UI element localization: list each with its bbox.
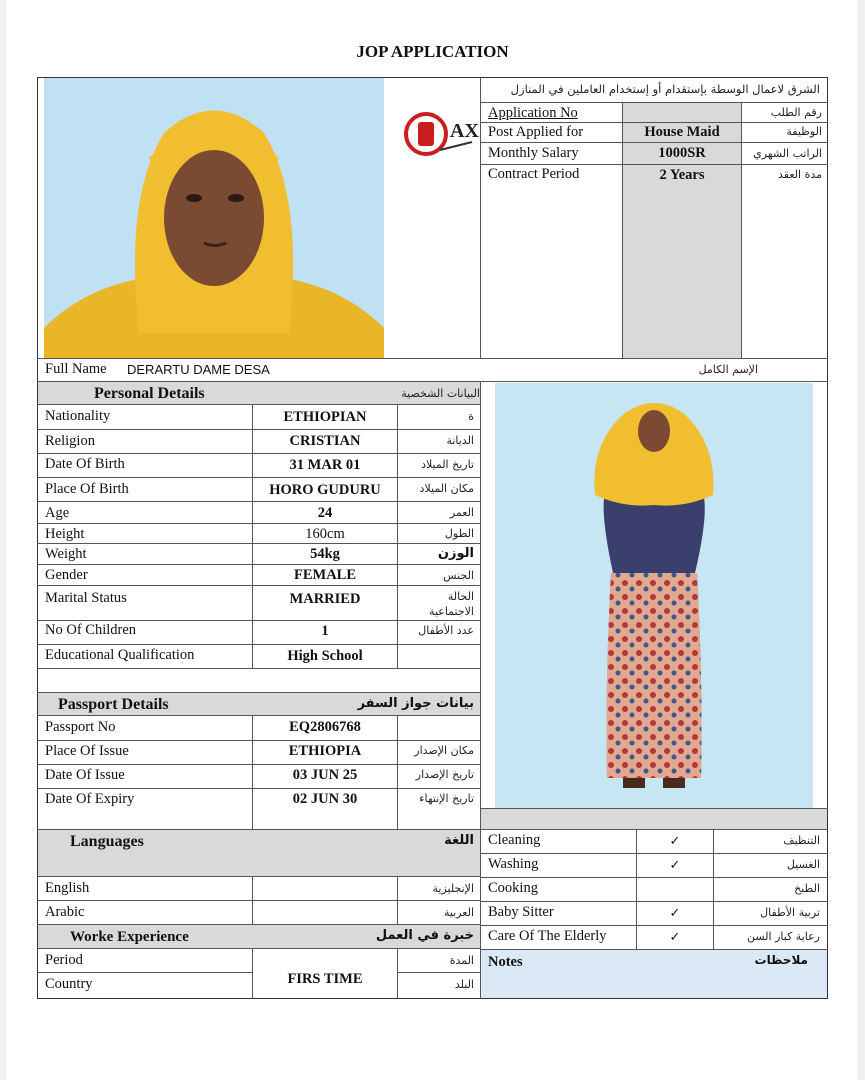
- age-label-ar: العمر: [449, 506, 474, 519]
- page-title: JOP APPLICATION: [356, 42, 509, 61]
- education-value: High School: [287, 648, 363, 664]
- date-of-expiry-label: Date Of Expiry: [45, 791, 135, 807]
- passport-no-value: EQ2806768: [289, 719, 361, 735]
- weight-label-ar: الوزن: [437, 546, 474, 561]
- religion-value: CRISTIAN: [289, 433, 361, 449]
- date-of-expiry-value: 02 JUN 30: [292, 791, 358, 807]
- experience-value: FIRS TIME: [287, 971, 363, 987]
- place-of-issue-value: ETHIOPIA: [288, 743, 362, 759]
- children-value: 1: [321, 623, 329, 639]
- place-of-birth-label-ar: مكان الميلاد: [419, 482, 474, 495]
- passport-details-header-ar: بيانات جواز السفر: [357, 696, 474, 711]
- experience-header-ar: خبرة في العمل: [375, 928, 474, 943]
- elderly-care-check: ✓: [669, 929, 681, 944]
- gender-label: Gender: [45, 567, 88, 583]
- age-value: 24: [317, 505, 333, 521]
- country-label: Country: [45, 976, 93, 992]
- contract-period-label-ar: مدة العقد: [778, 168, 822, 181]
- agency-tagline: الشرق لاعمال الوسطة بإستقدام أو إستخدام العاملين في المنازل: [510, 82, 820, 96]
- portrait-photo: [44, 78, 384, 358]
- notes-label-ar: ملاحظات: [754, 953, 808, 967]
- date-of-issue-value: 03 JUN 25: [292, 767, 358, 783]
- gender-value: FEMALE: [293, 567, 357, 583]
- cleaning-label: Cleaning: [488, 832, 541, 848]
- application-no-label-ar: رقم الطلب: [770, 106, 822, 119]
- religion-label: Religion: [45, 433, 95, 449]
- gender-label-ar: الجنس: [443, 569, 474, 582]
- full-name-label-ar: الإسم الكامل: [698, 363, 758, 376]
- nationality-label-ar: ة: [468, 410, 474, 423]
- education-label: Educational Qualification: [45, 647, 195, 663]
- passport-details-header: Passport Details: [58, 696, 169, 713]
- place-of-birth-label: Place Of Birth: [45, 481, 129, 497]
- children-label: No Of Children: [45, 622, 137, 638]
- marital-status-value: MARRIED: [289, 591, 361, 607]
- dob-label-ar: تاريخ الميلاد: [421, 458, 474, 471]
- nationality-value: ETHIOPIAN: [283, 409, 367, 425]
- washing-check: ✓: [669, 857, 681, 872]
- passport-no-label: Passport No: [45, 719, 116, 735]
- full-body-photo: [495, 383, 813, 808]
- personal-details-header: Personal Details: [94, 385, 205, 402]
- height-value: 160cm: [305, 526, 345, 542]
- monthly-salary-value: 1000SR: [658, 145, 706, 161]
- weight-label: Weight: [45, 546, 87, 562]
- post-applied-label: Post Applied for: [488, 124, 584, 140]
- children-label-ar: عدد الأطفال: [418, 624, 474, 637]
- skills-header-bg: [481, 809, 827, 829]
- monthly-salary-label: Monthly Salary: [488, 145, 579, 161]
- languages-header-ar: اللغة: [444, 833, 474, 848]
- contract-period-value: 2 Years: [659, 167, 705, 183]
- languages-header: Languages: [70, 833, 144, 850]
- monthly-salary-label-ar: الراتب الشهري: [753, 147, 822, 160]
- date-of-issue-label-ar: تاريخ الإصدار: [415, 768, 474, 781]
- cleaning-check: ✓: [669, 833, 681, 848]
- contract-period-label: Contract Period: [488, 166, 580, 182]
- logo-text: AX: [450, 120, 479, 142]
- elderly-care-label: Care Of The Elderly: [488, 928, 607, 944]
- weight-value: 54kg: [310, 546, 340, 562]
- full-name-label: Full Name: [45, 361, 107, 377]
- arabic-label-ar: العربية: [443, 906, 474, 919]
- period-label-ar: المدة: [449, 954, 474, 967]
- cooking-label: Cooking: [488, 880, 538, 896]
- cleaning-label-ar: التنظيف: [783, 834, 820, 847]
- application-no-label: Application No: [488, 105, 578, 121]
- washing-label: Washing: [488, 856, 539, 872]
- height-label-ar: الطول: [444, 527, 474, 540]
- english-label: English: [45, 880, 90, 896]
- height-label: Height: [45, 526, 85, 542]
- arabic-label: Arabic: [45, 904, 85, 920]
- marital-status-label-ar: الحالة الاجتماعية: [429, 590, 474, 619]
- baby-sitter-label: Baby Sitter: [488, 904, 554, 920]
- period-label: Period: [45, 952, 83, 968]
- place-of-birth-value: HORO GUDURU: [269, 482, 381, 498]
- age-label: Age: [45, 505, 70, 521]
- place-of-issue-label: Place Of Issue: [45, 743, 129, 759]
- religion-label-ar: الديانة: [446, 434, 474, 447]
- nationality-label: Nationality: [45, 408, 111, 424]
- marital-status-label: Marital Status: [45, 590, 127, 606]
- dob-value: 31 MAR 01: [289, 457, 361, 473]
- dob-label: Date Of Birth: [45, 456, 125, 472]
- cooking-label-ar: الطبخ: [794, 882, 820, 895]
- post-applied-label-ar: الوظيفة: [786, 125, 822, 138]
- washing-label-ar: الغسيل: [786, 858, 820, 871]
- post-applied-value: House Maid: [644, 124, 720, 140]
- notes-label: Notes: [488, 954, 523, 970]
- date-of-issue-label: Date Of Issue: [45, 767, 125, 783]
- place-of-issue-label-ar: مكان الإصدار: [414, 744, 474, 757]
- baby-sitter-label-ar: تربية الأطفال: [760, 906, 820, 919]
- baby-sitter-check: ✓: [669, 905, 681, 920]
- country-label-ar: البلد: [454, 978, 474, 991]
- english-label-ar: الإنجليزية: [432, 882, 474, 895]
- date-of-expiry-label-ar: تاريخ الإنتهاء: [419, 792, 474, 805]
- experience-header: Worke Experience: [70, 929, 189, 945]
- full-name-value: DERARTU DAME DESA: [127, 362, 270, 377]
- elderly-care-label-ar: رعاية كبار السن: [747, 930, 820, 943]
- personal-details-header-ar: البيانات الشخصية: [401, 387, 480, 400]
